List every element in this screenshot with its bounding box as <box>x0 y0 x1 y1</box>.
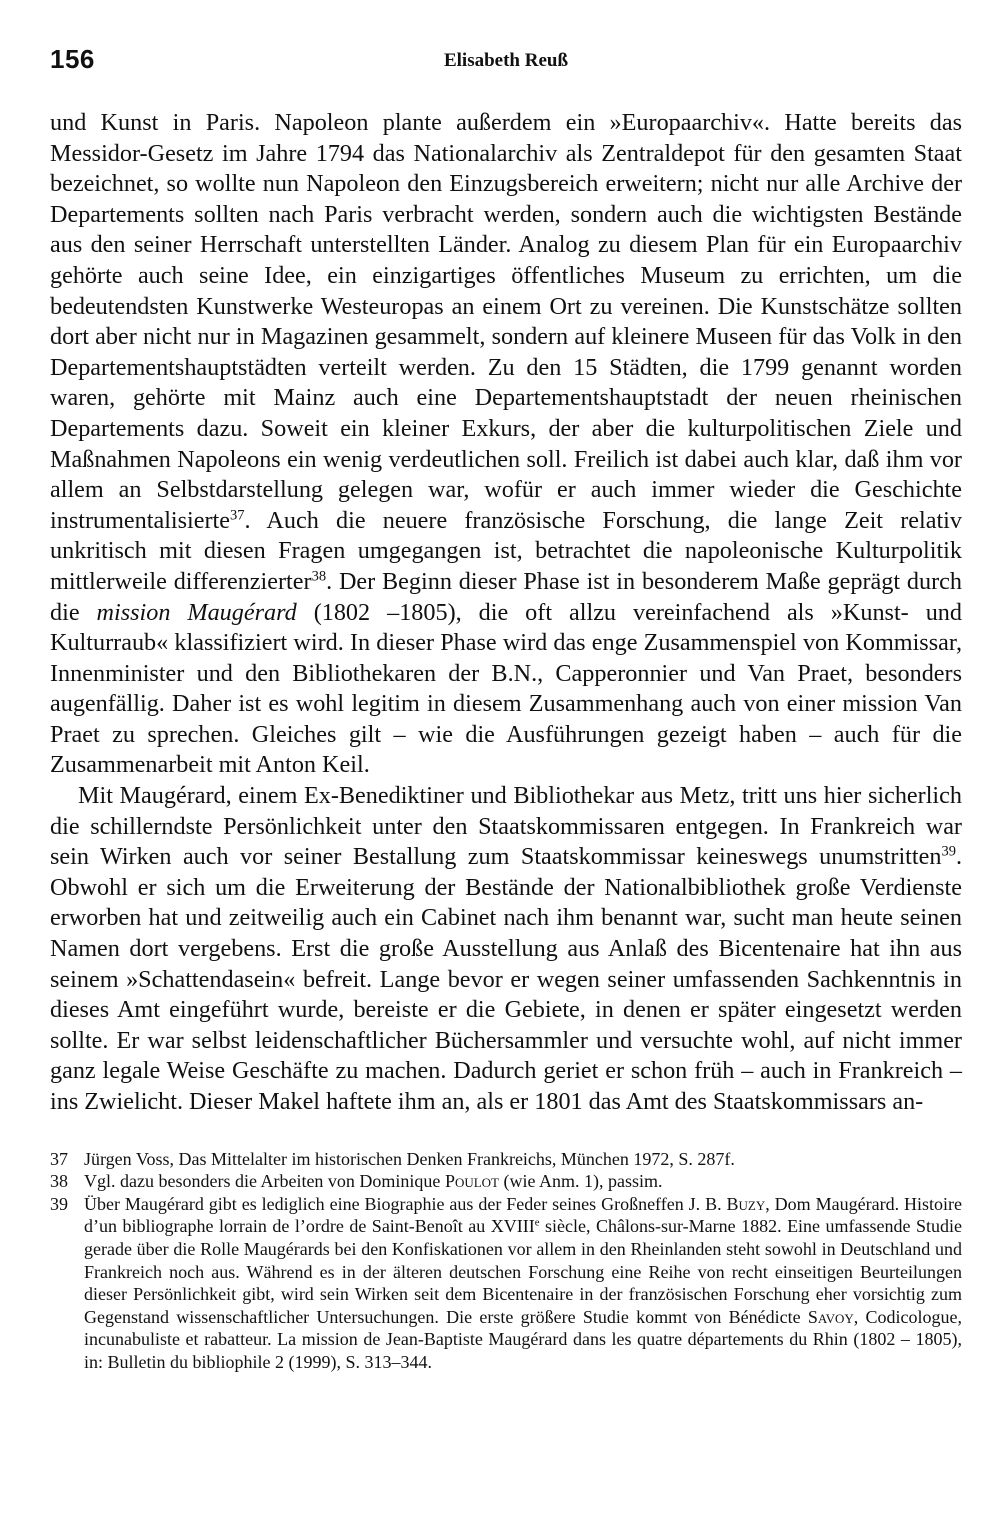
author-name-savoy: Savoy <box>807 1306 854 1327</box>
italic-mission-maugerard: mission Maugérard <box>96 598 297 626</box>
paragraph-2 <box>50 781 962 1118</box>
footnote-number: 38 <box>50 1171 68 1192</box>
footnote-39-part-d: , Codicologue, incunabuliste et rabatteur. La mission de Jean-Baptiste Maugérard dans les quatre départements du Rhin (1802 – 1805), in: Bulletin du bibliophile 2 (1999), S. 313–344. <box>84 1306 962 1372</box>
footnote-37 <box>50 1148 962 1171</box>
running-head-author: Elisabeth Reuß <box>443 50 569 71</box>
paragraph-1-part-c: . Der Beginn dieser Phase ist in besonderem Maße geprägt durch die <box>50 567 962 626</box>
footnote-text: Jürgen Voss, Das Mittelalter im historischen Denken Frankreichs, München 1972, S. 287f. <box>84 1148 735 1169</box>
century-superscript: e <box>534 1216 540 1229</box>
footnote-text <box>84 1193 962 1374</box>
footnote-number: 39 <box>50 1193 68 1214</box>
footnote-38-part-a: Vgl. dazu besonders die Arbeiten von Dominique <box>84 1171 445 1192</box>
author-name-buzy: Buzy <box>726 1193 766 1214</box>
paragraph-1-part-a: und Kunst in Paris. Napoleon plante außerdem ein »Europaarchiv«. Hatte bereits das Messidor-Gesetz im Jahre 1794 das Nationalarchiv als Zentraldepot für den gesamten Staat bezeichnet, so wollte nun Napoleon den Einzugsbereich erweitern; nicht nur alle Archive der Departements sollten nach Paris verbracht werden, sondern auch die wichtigsten Bestände aus den seiner Herrschaft unterstellten Länder. Analog zu diesem Plan für ein Europaarchiv gehörte auch seine Idee, ein einzigartiges öffentliches Museum zu errichten, um die bedeutendsten Kunstwerke Westeuropas an einem Ort zu vereinen. Die Kunstschätze sollten dort aber nicht nur in Magazinen gesammelt, sondern auf kleinere Museen für das Volk in den Departementshauptstädten verteilt werden. Zu den 15 Städten, die 1799 genannt worden waren, gehörte mit Mainz auch eine Departementshauptstadt der neuen rheinischen Departements dazu. Soweit ein kleiner Exkurs, der aber die kulturpolitischen Ziele und Maßnahmen Napoleons ein wenig verdeutlichen soll. Freilich ist dabei auch klar, daß ihm vor allem an Selbstdarstellung gelegen war, wofür er auch immer wieder die Geschichte instrumentalisierte <box>50 109 962 534</box>
footnote-38-part-b: (wie Anm. 1), passim. <box>499 1171 663 1192</box>
page-number: 156 <box>50 44 95 74</box>
footnote-39-part-a: Über Maugérard gibt es lediglich eine Biographie aus der Feder seines Großneffen J. B. <box>84 1193 727 1214</box>
footnote-39-part-b: , Dom Maugérard. Histoire d’un bibliographe lorrain de l’ordre de Saint-Benoît au XVIII <box>84 1193 962 1237</box>
paragraph-1-part-b: . Auch die neuere französische Forschung, die lange Zeit relativ unkritisch mit diesen Fragen umgegangen ist, betrachtet die napoleonische Kulturpolitik mittlerweile differenzierter <box>50 506 962 595</box>
footnote-ref-37: 37 <box>230 507 245 524</box>
footnote-text <box>84 1170 962 1193</box>
paragraph-1 <box>50 108 962 781</box>
footnotes <box>50 1148 962 1374</box>
paragraph-2-part-a: Mit Maugérard, einem Ex-Benediktiner und Bibliothekar aus Metz, tritt uns hier sicherlich die schillerndste Persönlichkeit unter den Staatskommissaren entgegen. In Frankreich war sein Wirken auch vor seiner Bestallung zum Staatskommissar keineswegs unumstritten <box>50 782 962 871</box>
paragraph-1-part-d: (1802 –1805), die oft allzu vereinfachend als »Kunst- und Kulturraub« klassifiziert wird. In dieser Phase wird das enge Zusammenspiel von Kommissar, Innenminister und den Bibliothekaren der B.N., Capperonnier und Van Praet, besonders augenfällig. Daher ist es wohl legitim in diesem Zusammenhang auch von einer mission Van Praet zu sprechen. Gleiches gilt – wie die Ausführungen gezeigt haben – auch für die Zusammenarbeit mit Anton Keil. <box>50 598 962 779</box>
footnote-38 <box>50 1170 962 1193</box>
footnote-39 <box>50 1193 962 1374</box>
footnote-number: 37 <box>50 1148 68 1169</box>
body-text <box>50 108 962 1118</box>
footnote-ref-39: 39 <box>941 843 956 860</box>
book-page <box>50 38 962 1374</box>
paragraph-2-part-b: . Obwohl er sich um die Erweiterung der Bestände der Nationalbibliothek große Verdienste erworben hat und zeitweilig auch ein Cabinet nach ihm benannt war, sucht man heute seinen Namen dort vergebens. Erst die große Ausstellung aus Anlaß des Bicentenaire hat ihn aus seinem »Schattendasein« befreit. Lange bevor er wegen seiner umfassenden Sachkenntnis in dieses Amt eingeführt wurde, bereiste er die Gebiete, in denen er später eingesetzt werden sollte. Er war selbst leidenschaftlicher Büchersammler und versuchte wohl, auf nicht immer ganz legale Weise Geschäfte zu machen. Dadurch geriet er schon früh – auch in Frankreich – ins Zwielicht. Dieser Makel haftete ihm an, als er 1801 das Amt des Staatskommissars an- <box>50 843 962 1115</box>
footnote-ref-38: 38 <box>311 568 327 585</box>
page-header <box>50 38 962 80</box>
author-name-poulot: Poulot <box>444 1171 499 1192</box>
footnote-39-part-c: siècle, Châlons-sur-Marne 1882. Eine umfassende Studie gerade über die Rolle Maugérards bei den Konfiskationen vor allem in den Rheinlanden steht sowohl in Deutschland und Frankreich noch aus. Während es in der älteren deutschen Forschung eine Reihe von recht einseitigen Beurteilungen dieser Persönlichkeit gibt, wird sein Wirken seit dem Bicentenaire in der französischen Forschung eher vorsichtig zum Gegenstand wissenschaftlicher Untersuchungen. Die erste größere Studie kommt von Bénédicte <box>84 1216 962 1327</box>
